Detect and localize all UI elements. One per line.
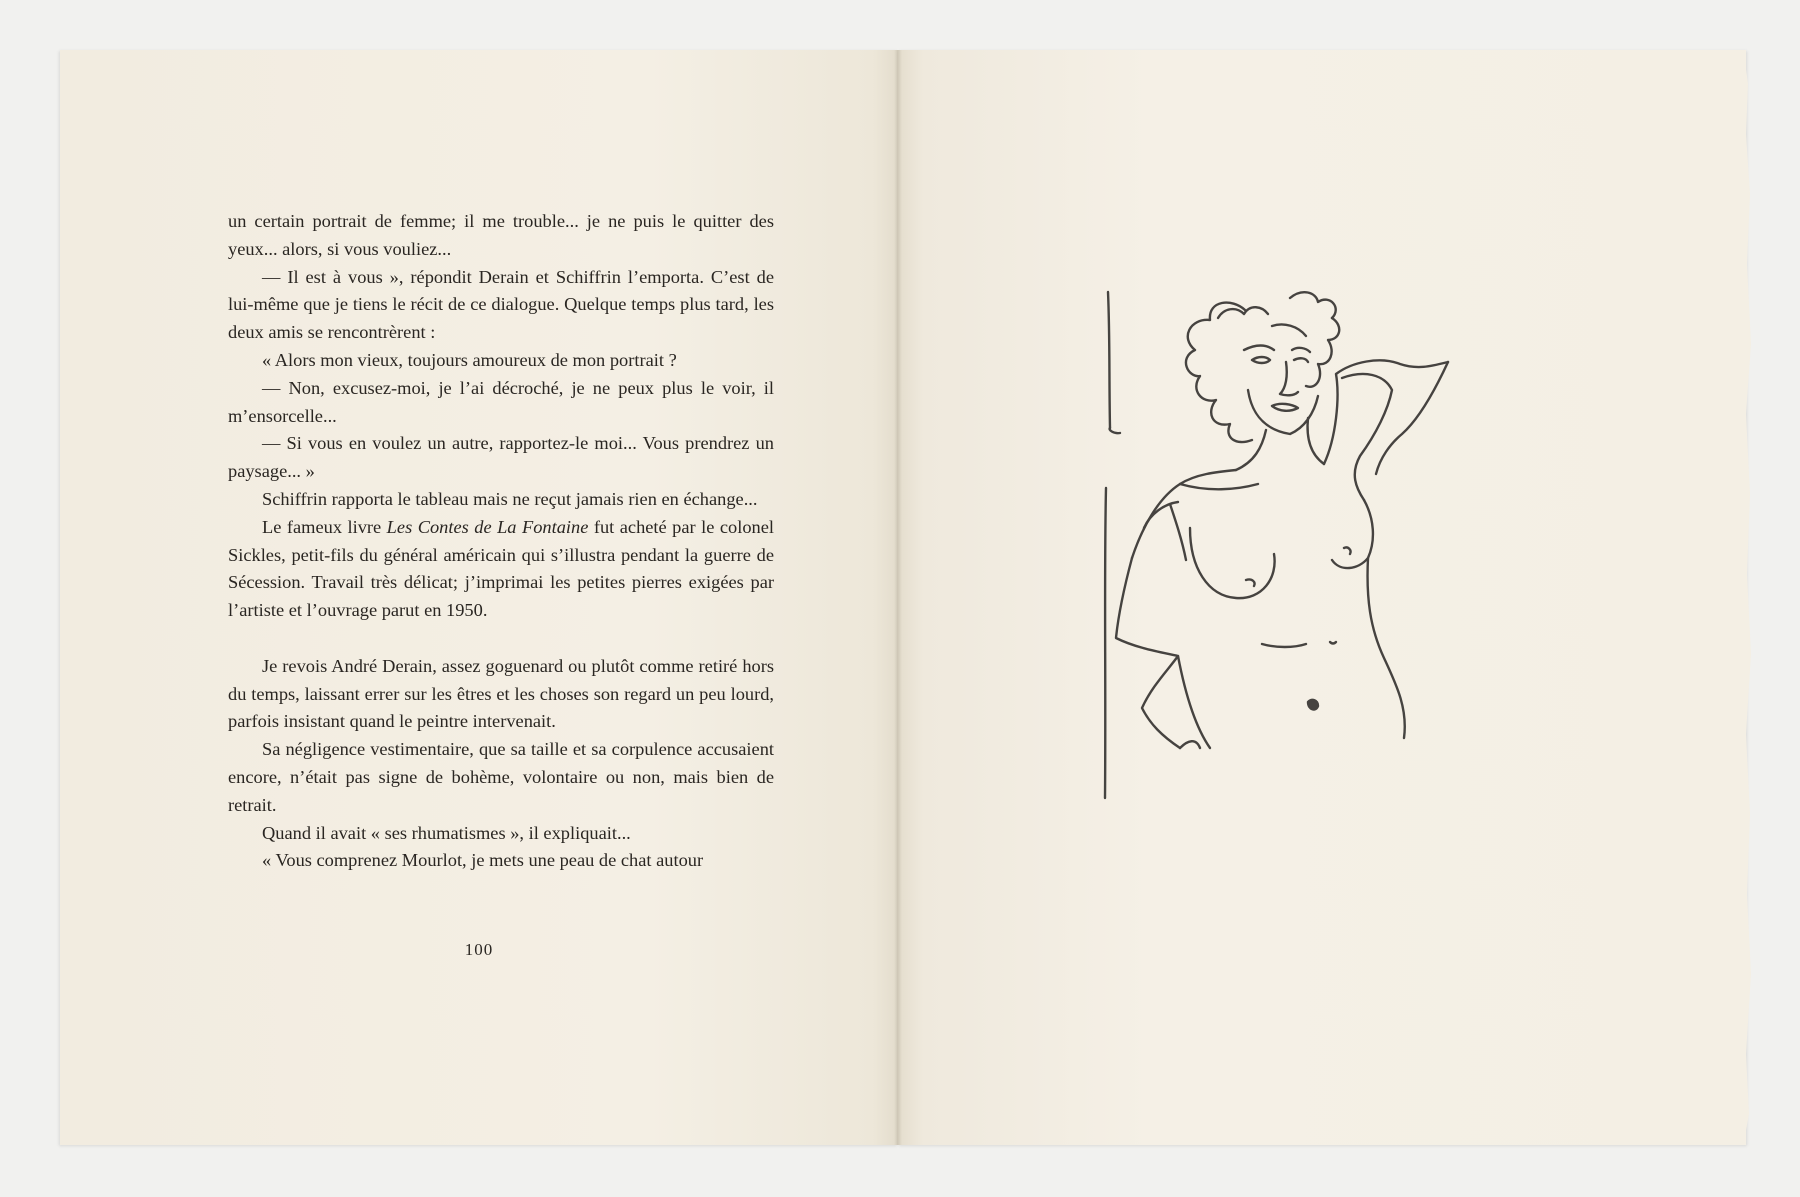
- paragraph-9: Sa négligence vestimentaire, que sa taille et sa corpulence accusaient encore, n’était pas signe de bohème, volontaire ou non, mais bien de retrait.: [228, 739, 774, 815]
- paragraph-4: — Non, excusez-moi, je l’ai décroché, je ne peux plus le voir, il m’ensorcelle...: [228, 377, 774, 426]
- hair-right-top: [1290, 292, 1336, 318]
- right-brow: [1292, 348, 1310, 352]
- left-brow: [1244, 346, 1274, 351]
- frame-line-upper: [1108, 292, 1110, 428]
- frame-mark: [1110, 428, 1120, 433]
- paragraph-1: un certain portrait de femme; il me trouble... je ne puis le quitter des yeux... alors, si vous vouliez...: [228, 211, 774, 259]
- paragraph-3: « Alors mon vieux, toujours amoureux de mon portrait ?: [262, 349, 677, 370]
- page-number: 100: [464, 940, 494, 959]
- left-page: [60, 50, 898, 1145]
- neck-left: [1236, 430, 1266, 470]
- torso-left-inner: [1170, 504, 1186, 560]
- neck-right: [1308, 418, 1324, 464]
- figure-line-drawing: [1040, 278, 1540, 818]
- right-flank: [1368, 558, 1405, 738]
- paragraph-10: Quand il avait « ses rhumatismes », il expliquait...: [262, 822, 631, 843]
- raised-arm-forearm: [1342, 374, 1392, 500]
- left-hand: [1180, 741, 1200, 748]
- navel: [1308, 700, 1318, 710]
- frame-line-lower: [1105, 488, 1106, 798]
- mouth: [1272, 404, 1298, 411]
- left-nipple: [1246, 579, 1255, 586]
- book-title-italic: Les Contes de La Fontaine: [386, 516, 589, 537]
- collarbone: [1180, 484, 1258, 489]
- right-eye: [1294, 358, 1308, 362]
- raised-arm-outer: [1376, 362, 1448, 474]
- forehead: [1272, 324, 1306, 336]
- paragraph-5: — Si vous en voulez un autre, rapportez-le moi... Vous prendrez un paysage... »: [228, 433, 774, 482]
- paragraph-2: — Il est à vous », répondit Derain et Schiffrin l’emporta. C’est de lui-même que je tiens le récit de ce dialogue. Quelque temps plus tard, les deux amis se rencontrèrent :: [228, 266, 774, 343]
- nose: [1280, 362, 1298, 395]
- paragraph-6: Schiffrin rapporta le tableau mais ne reçut jamais rien en échange...: [262, 488, 758, 509]
- paragraph-7: [228, 514, 774, 625]
- left-waist: [1178, 656, 1210, 748]
- left-eye: [1252, 357, 1270, 363]
- paragraph-7-before: Le fameux livre: [262, 516, 387, 537]
- hair-left-curls: [1186, 303, 1252, 442]
- paragraph-7-after: fut acheté par le colonel Sickles, petit-fils du général américain qui s’illustra pendant la guerre de Sécession. Travail très délicat; j’imprimai les petites pierres exigées par l’artiste et l’ouvrage parut en 1950.: [228, 516, 775, 621]
- small-mark: [1330, 642, 1336, 644]
- deckle-edge: [1744, 54, 1754, 1141]
- left-shoulder: [1132, 470, 1236, 558]
- right-breast: [1332, 500, 1373, 568]
- gutter-fold: [894, 50, 902, 1145]
- text-block: [228, 208, 774, 875]
- right-nipple: [1344, 547, 1351, 554]
- left-breast: [1190, 528, 1275, 598]
- paragraph-11: « Vous comprenez Mourlot, je mets une peau de chat autour: [262, 850, 704, 871]
- paragraph-8: Je revois André Derain, assez goguenard ou plutôt comme retiré hors du temps, laissant errer sur les êtres et les choses son regard un peu lourd, parfois insistant quand le peintre intervenait.: [228, 655, 774, 732]
- waist-crease: [1262, 644, 1306, 647]
- left-arm-hip: [1116, 558, 1180, 748]
